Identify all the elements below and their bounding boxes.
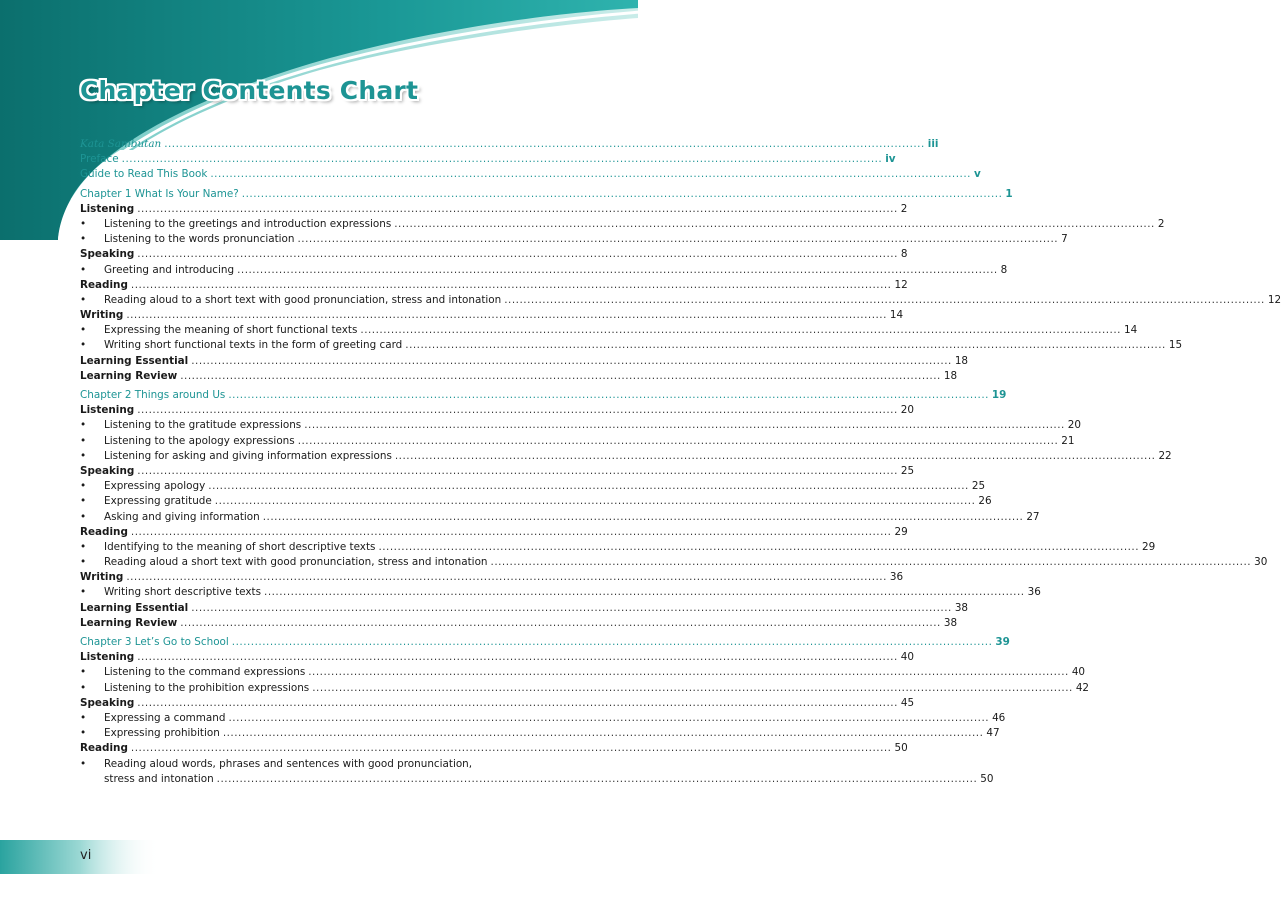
toc-entry <box>80 323 1138 338</box>
toc-entry-label: Reading aloud a short text with good pronunciation, stress and intonation <box>104 556 488 569</box>
toc-page-number: 19 <box>991 389 1007 401</box>
toc-page-number: 14 <box>889 309 904 322</box>
toc-page-number: 40 <box>1071 666 1086 679</box>
toc-entry-label: Chapter 2 Things around Us <box>80 389 226 401</box>
leader-dots: ........................................................................................................................................................................................................ <box>137 248 898 261</box>
toc-entry-line1 <box>80 757 572 772</box>
toc-page-number: iv <box>885 153 896 166</box>
toc-entry-label: Kata Sambutan <box>80 138 162 150</box>
toc-entry <box>80 540 1156 555</box>
toc-page-number: 50 <box>894 742 908 755</box>
toc-chapter-entry <box>80 187 1013 202</box>
bullet-marker: • <box>80 293 87 306</box>
toc-entry-label: Expressing prohibition <box>104 727 220 740</box>
toc-page-number: iii <box>927 138 939 150</box>
toc-page-number: 12 <box>1267 293 1281 306</box>
leader-dots: ........................................................................................................................................................................................................ <box>137 464 898 477</box>
toc-entry-label: Learning Review <box>80 616 178 629</box>
leader-dots: ........................................................................................................................................................................................................ <box>191 601 952 614</box>
toc-entry-label: Learning Essential <box>80 354 189 367</box>
leader-dots: ........................................................................................................................................................................................................ <box>216 772 978 785</box>
leader-dots: ........................................................................................................................................................................................................ <box>180 369 941 382</box>
toc-section-entry <box>80 403 914 418</box>
toc-entry-label: Expressing a command <box>104 711 226 724</box>
toc-page-number: 45 <box>900 696 915 709</box>
leader-dots: ........................................................................................................................................................................................................ <box>137 696 898 709</box>
leader-dots: ........................................................................................................................................................................................................ <box>137 651 898 664</box>
leader-dots: ........................................................................................................................................................................................................ <box>214 495 976 508</box>
toc-page-number: 46 <box>992 711 1006 724</box>
toc-entry-label: Reading aloud words, phrases and sentences with good pronunciation, <box>104 757 473 770</box>
toc-page-number: 36 <box>889 571 904 584</box>
toc-entry-label: Learning Review <box>80 369 178 382</box>
toc-chapter-entry <box>80 388 1007 403</box>
leader-dots: ........................................................................................................................................................................................................ <box>304 419 1065 432</box>
toc-page-number: 7 <box>1061 233 1068 246</box>
toc-section-entry <box>80 741 908 756</box>
toc-page-number: 20 <box>1067 419 1082 432</box>
toc-entry-label: Writing <box>80 309 124 322</box>
bullet-marker: • <box>80 434 87 447</box>
toc-page-number: 25 <box>971 480 986 493</box>
toc-page-number: v <box>973 168 981 181</box>
toc-entry-label: Guide to Read This Book <box>80 168 208 181</box>
bullet-marker: • <box>80 711 87 724</box>
toc-entry <box>80 434 1075 449</box>
toc-page-number: 14 <box>1123 324 1138 337</box>
toc-entry <box>80 479 986 494</box>
toc-page-number: 12 <box>894 278 908 291</box>
leader-dots: ........................................................................................................................................................................................................ <box>490 556 1252 569</box>
leader-dots: ........................................................................................................................................................................................................ <box>231 636 993 648</box>
toc-page-number: 47 <box>986 727 1000 740</box>
leader-dots: ........................................................................................................................................................................................................ <box>208 480 969 493</box>
toc-entry <box>80 137 939 152</box>
toc-page-number: 25 <box>900 464 915 477</box>
toc-page-number: 20 <box>900 404 914 417</box>
leader-dots: ........................................................................................................................................................................................................ <box>126 571 887 584</box>
table-of-contents <box>80 137 1281 787</box>
leader-dots: ........................................................................................................................................................................................................ <box>405 339 1166 352</box>
toc-entry-label: Chapter 3 Let’s Go to School <box>80 636 229 648</box>
toc-page-number: 38 <box>943 616 958 629</box>
leader-dots: ........................................................................................................................................................................................................ <box>164 138 925 150</box>
toc-entry <box>80 152 896 167</box>
toc-entry-label: Expressing apology <box>104 480 206 493</box>
toc-section-entry <box>80 202 908 217</box>
toc-entry-label: Reading <box>80 278 128 291</box>
toc-section-entry <box>80 464 915 479</box>
toc-entry-label: Asking and giving information <box>104 510 260 523</box>
toc-page-number: 40 <box>900 651 914 664</box>
toc-page-number: 38 <box>954 601 969 614</box>
toc-entry-label: Speaking <box>80 696 135 709</box>
leader-dots: ........................................................................................................................................................................................................ <box>308 666 1069 679</box>
toc-section-entry <box>80 601 969 616</box>
toc-entry-label: stress and intonation <box>104 772 214 785</box>
leader-dots: ........................................................................................................................................................................................................ <box>137 404 898 417</box>
toc-entry <box>80 418 1082 433</box>
toc-section-entry <box>80 570 904 585</box>
bullet-marker: • <box>80 495 87 508</box>
leader-dots: ........................................................................................................................................................................................................ <box>180 616 941 629</box>
toc-page-number: 18 <box>943 369 958 382</box>
leader-dots: ........................................................................................................................................................................................................ <box>264 586 1025 599</box>
toc-page-number: 2 <box>1157 217 1165 230</box>
leader-dots: ........................................................................................................................................................................................................ <box>262 510 1024 523</box>
page-number: vi <box>80 848 92 863</box>
toc-entry-label: Listening to the words pronunciation <box>104 233 295 246</box>
leader-dots: ........................................................................................................................................................................................................ <box>222 727 984 740</box>
toc-page-number: 29 <box>1142 540 1156 553</box>
toc-entry-label: Learning Essential <box>80 601 189 614</box>
toc-entry <box>80 772 994 787</box>
leader-dots: ........................................................................................................................................................................................................ <box>237 263 998 276</box>
toc-entry-label: Writing short descriptive texts <box>104 586 262 599</box>
toc-section-entry <box>80 308 904 323</box>
toc-entry <box>80 681 1090 696</box>
toc-entry-label: Listening to the greetings and introduction expressions <box>104 217 392 230</box>
leader-dots: ........................................................................................................................................................................................................ <box>297 233 1059 246</box>
bullet-marker: • <box>80 480 87 493</box>
leader-dots: ........................................................................................................................................................................................................ <box>126 309 887 322</box>
leader-dots: ........................................................................................................................................................................................................ <box>130 742 892 755</box>
leader-dots: ........................................................................................................................................................................................................ <box>378 540 1140 553</box>
toc-page-number: 30 <box>1254 556 1268 569</box>
bullet-marker: • <box>80 540 87 553</box>
bullet-marker: • <box>80 419 87 432</box>
toc-entry-label: Chapter 1 What Is Your Name? <box>80 187 239 200</box>
toc-entry-label: Reading aloud to a short text with good pronunciation, stress and intonation <box>104 293 502 306</box>
toc-entry-label: Expressing gratitude <box>104 495 212 508</box>
toc-page-number: 22 <box>1158 449 1172 462</box>
leader-dots: ........................................................................................................................................................................................................ <box>297 434 1059 447</box>
toc-entry-label: Listening <box>80 404 135 417</box>
leader-dots: ........................................................................................................................................................................................................ <box>394 449 1156 462</box>
toc-page-number: 8 <box>1000 263 1008 276</box>
leader-dots: ........................................................................................................................................................................................................ <box>228 711 990 724</box>
toc-entry-label: Listening to the apology expressions <box>104 434 295 447</box>
toc-entry-label: Reading <box>80 525 128 538</box>
toc-chapter-entry <box>80 635 1010 650</box>
toc-entry <box>80 510 1040 525</box>
leader-dots: ........................................................................................................................................................................................................ <box>191 354 952 367</box>
toc-entry <box>80 555 1268 570</box>
toc-entry-label: Speaking <box>80 248 135 261</box>
toc-page-number: 18 <box>954 354 969 367</box>
toc-entry <box>80 263 1008 278</box>
leader-dots: ........................................................................................................................................................................................................ <box>130 278 892 291</box>
bullet-marker: • <box>80 339 87 352</box>
toc-section-entry <box>80 369 958 384</box>
toc-page-number: 26 <box>978 495 992 508</box>
toc-page-number: 50 <box>980 772 994 785</box>
leader-dots: ........................................................................................................................................................................................................ <box>360 324 1121 337</box>
leader-dots: ........................................................................................................................................................................................................ <box>241 187 1003 200</box>
toc-page-number: 42 <box>1075 681 1090 694</box>
toc-entry <box>80 494 992 509</box>
bullet-marker: • <box>80 263 87 276</box>
toc-entry-label: Preface <box>80 153 119 166</box>
toc-entry-label: Expressing the meaning of short functional texts <box>104 324 358 337</box>
toc-entry-label: Identifying to the meaning of short descriptive texts <box>104 540 376 553</box>
bullet-marker: • <box>80 757 87 770</box>
toc-page-number: 36 <box>1027 586 1041 599</box>
bullet-marker: • <box>80 556 87 569</box>
bullet-marker: • <box>80 681 87 694</box>
toc-page-number: 27 <box>1026 510 1040 523</box>
bullet-marker: • <box>80 233 87 246</box>
leader-dots: ........................................................................................................................................................................................................ <box>121 153 883 166</box>
bullet-marker: • <box>80 217 87 230</box>
toc-section-entry <box>80 354 969 369</box>
toc-entry <box>80 665 1086 680</box>
toc-entry-label: Listening to the gratitude expressions <box>104 419 302 432</box>
toc-entry-label: Listening for asking and giving information expressions <box>104 449 392 462</box>
toc-page-number: 21 <box>1061 434 1075 447</box>
toc-entry-label: Writing short functional texts in the form of greeting card <box>104 339 403 352</box>
bullet-marker: • <box>80 324 87 337</box>
leader-dots: ........................................................................................................................................................................................................ <box>228 389 989 401</box>
bullet-marker: • <box>80 510 87 523</box>
leader-dots: ........................................................................................................................................................................................................ <box>312 681 1073 694</box>
toc-entry <box>80 338 1183 353</box>
bullet-marker: • <box>80 666 87 679</box>
bullet-marker: • <box>80 727 87 740</box>
toc-page-number: 15 <box>1168 339 1183 352</box>
toc-section-entry <box>80 247 908 262</box>
bullet-marker: • <box>80 449 87 462</box>
toc-page-number: 29 <box>894 525 908 538</box>
leader-dots: ........................................................................................................................................................................................................ <box>210 168 971 181</box>
leader-dots: ........................................................................................................................................................................................................ <box>137 202 898 215</box>
toc-entry <box>80 585 1041 600</box>
toc-page-number: 1 <box>1005 187 1013 200</box>
toc-entry-label: Reading <box>80 742 128 755</box>
toc-entry-label: Speaking <box>80 464 135 477</box>
toc-entry-label: Writing <box>80 571 124 584</box>
toc-entry-label: Listening to the command expressions <box>104 666 306 679</box>
leader-dots: ........................................................................................................................................................................................................ <box>504 293 1265 306</box>
toc-section-entry <box>80 696 915 711</box>
toc-page-number: 8 <box>900 248 908 261</box>
toc-entry-label: Listening <box>80 202 135 215</box>
toc-entry <box>80 293 1281 308</box>
toc-entry <box>80 726 1000 741</box>
toc-entry <box>80 167 981 182</box>
leader-dots: ........................................................................................................................................................................................................ <box>394 217 1155 230</box>
toc-section-entry <box>80 650 914 665</box>
toc-section-entry <box>80 616 958 631</box>
toc-entry-label: Listening to the prohibition expressions <box>104 681 310 694</box>
toc-entry-label: Greeting and introducing <box>104 263 235 276</box>
toc-entry <box>80 711 1006 726</box>
toc-entry <box>80 217 1165 232</box>
toc-entry <box>80 232 1068 247</box>
toc-page-number: 2 <box>900 202 908 215</box>
toc-page-number: 39 <box>995 636 1010 648</box>
leader-dots: ........................................................................................................................................................................................................ <box>130 525 892 538</box>
bullet-marker: • <box>80 586 87 599</box>
toc-entry <box>80 449 1172 464</box>
page-title: Chapter Contents Chart <box>80 76 419 105</box>
toc-section-entry <box>80 525 908 540</box>
toc-entry-label: Listening <box>80 651 135 664</box>
toc-section-entry <box>80 278 908 293</box>
